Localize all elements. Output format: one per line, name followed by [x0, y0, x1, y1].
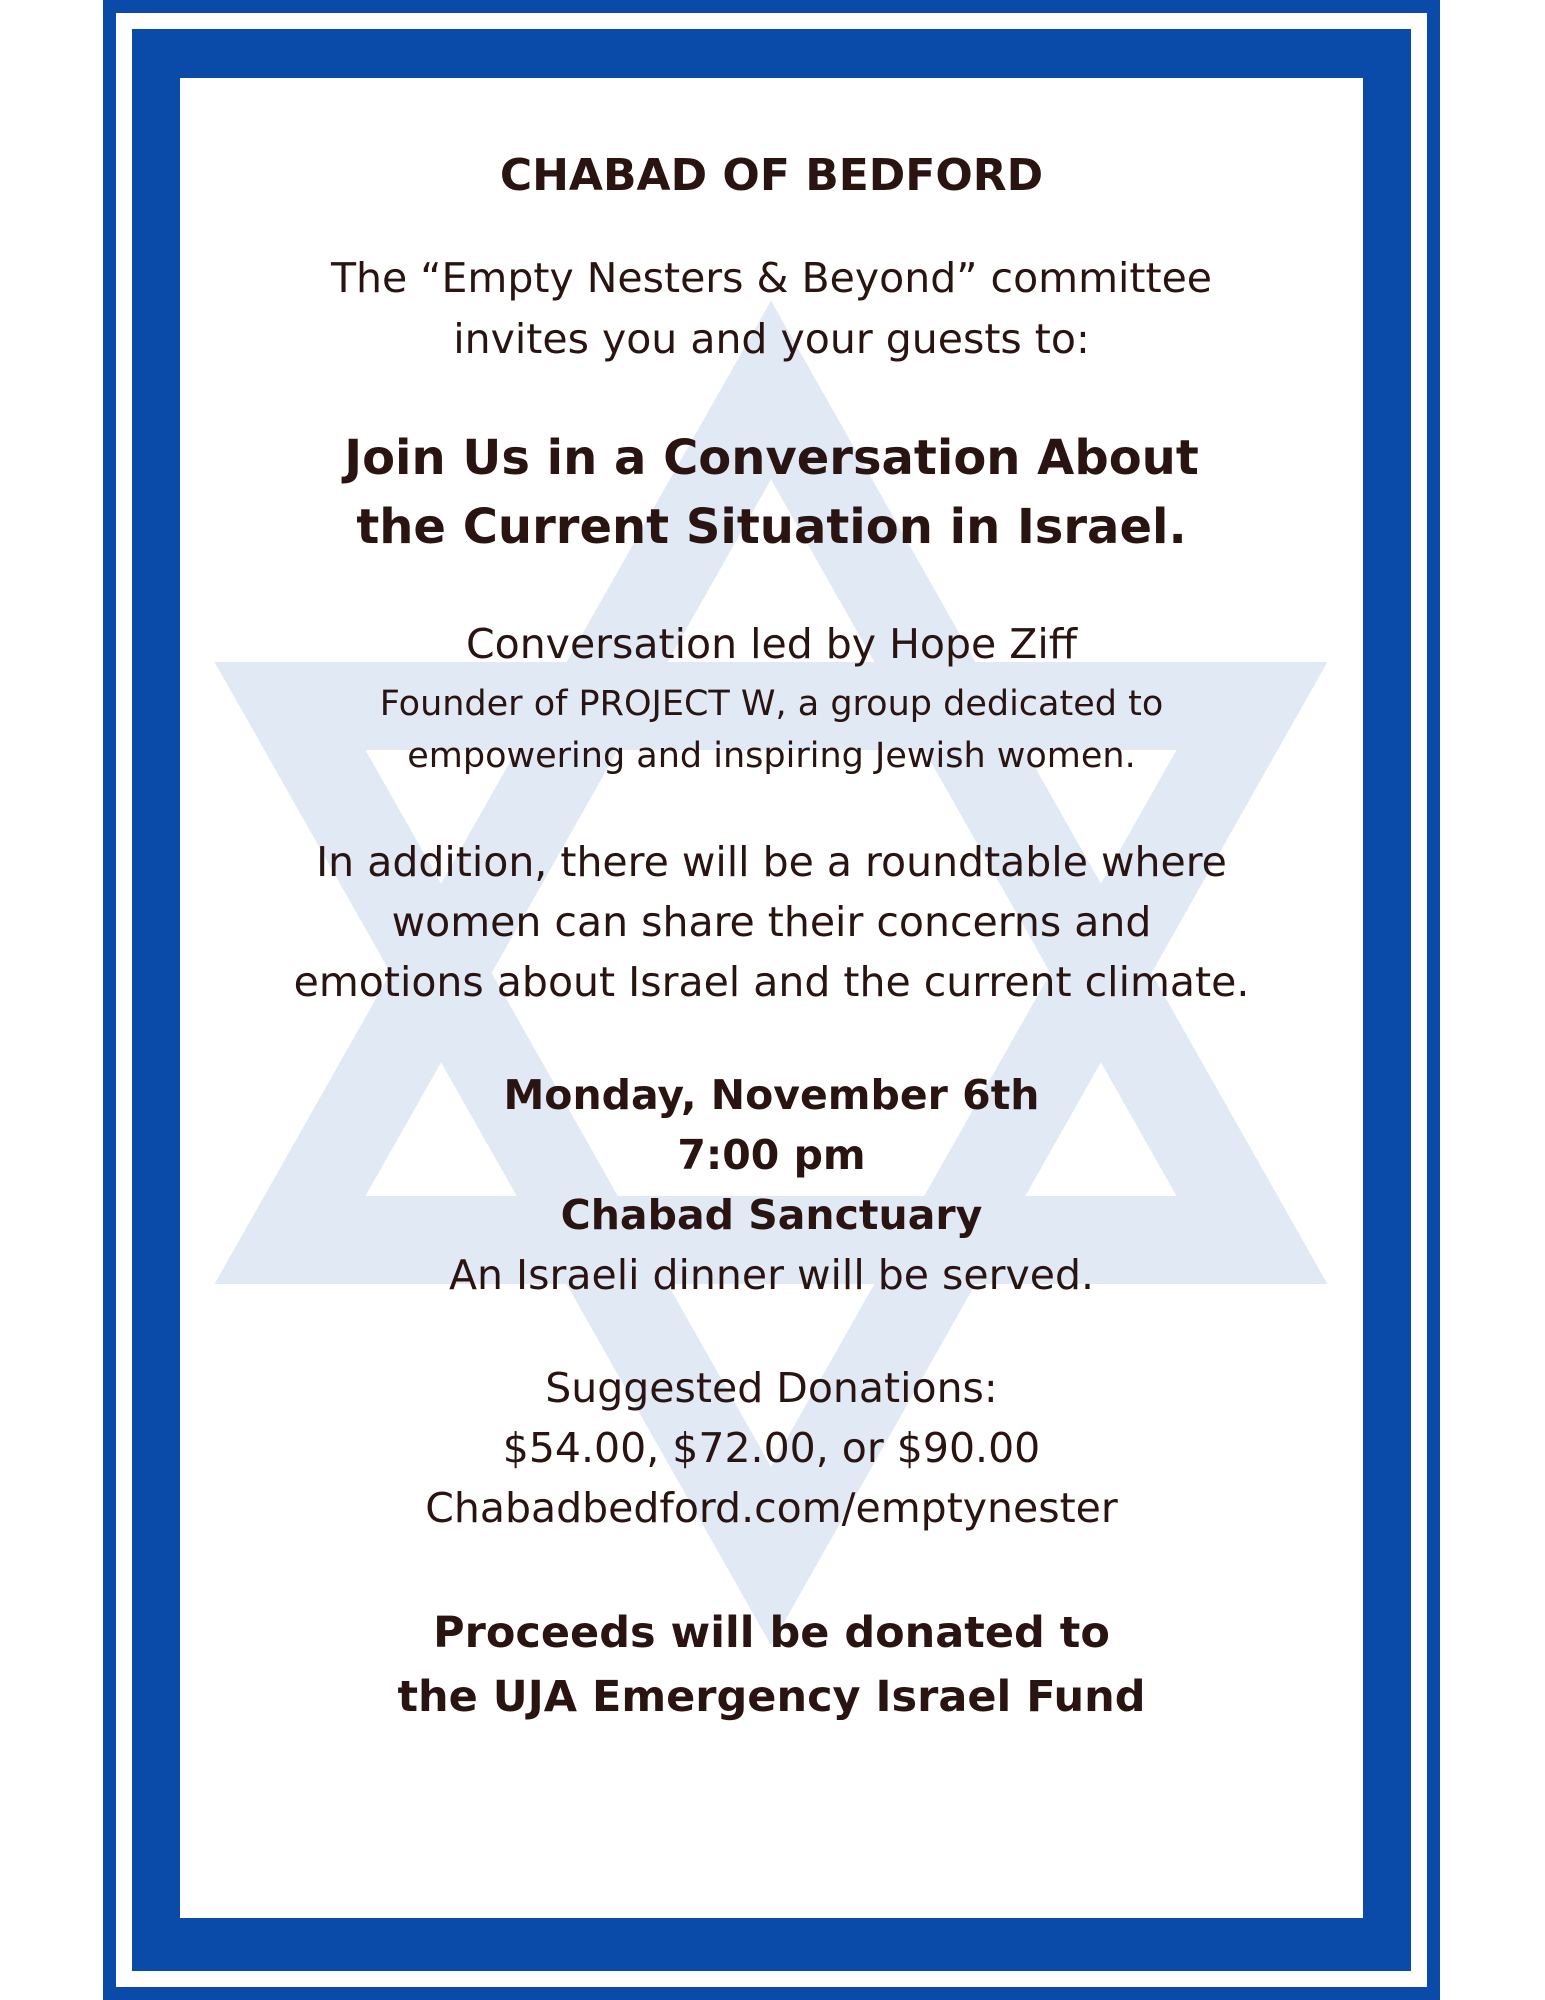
donations-label: Suggested Donations:: [545, 1364, 998, 1412]
headline-line-1: Join Us in a Conversation About: [344, 430, 1199, 486]
proceeds-line-1: Proceeds will be donated to: [433, 1608, 1110, 1658]
roundtable-line-1: In addition, there will be a roundtable where: [316, 838, 1227, 886]
roundtable-line-2: women can share their concerns and: [391, 898, 1152, 946]
leader-line: Conversation led by Hope Ziff: [465, 620, 1078, 668]
org-title: CHABAD OF BEDFORD: [499, 150, 1044, 201]
event-location: Chabad Sanctuary: [560, 1191, 983, 1239]
donations-link[interactable]: Chabadbedford.com/emptynester: [425, 1484, 1118, 1532]
headline-line-2: the Current Situation in Israel.: [356, 499, 1187, 555]
event-time: 7:00 pm: [677, 1131, 866, 1179]
flyer-content: [180, 78, 1363, 1918]
proceeds-line-2: the UJA Emergency Israel Fund: [397, 1672, 1146, 1722]
intro-line-1: The “Empty Nesters & Beyond” committee: [330, 254, 1213, 302]
leader-bio-line-2: empowering and inspiring Jewish women.: [407, 736, 1136, 776]
donations-amounts: $54.00, $72.00, or $90.00: [502, 1424, 1041, 1472]
intro-line-2: invites you and your guests to:: [453, 315, 1090, 363]
event-note: An Israeli dinner will be served.: [448, 1251, 1095, 1299]
event-date: Monday, November 6th: [503, 1071, 1040, 1119]
flyer-panel: [180, 78, 1363, 1918]
leader-bio-line-1: Founder of PROJECT W, a group dedicated to: [379, 684, 1164, 724]
roundtable-line-3: emotions about Israel and the current climate.: [293, 958, 1250, 1006]
